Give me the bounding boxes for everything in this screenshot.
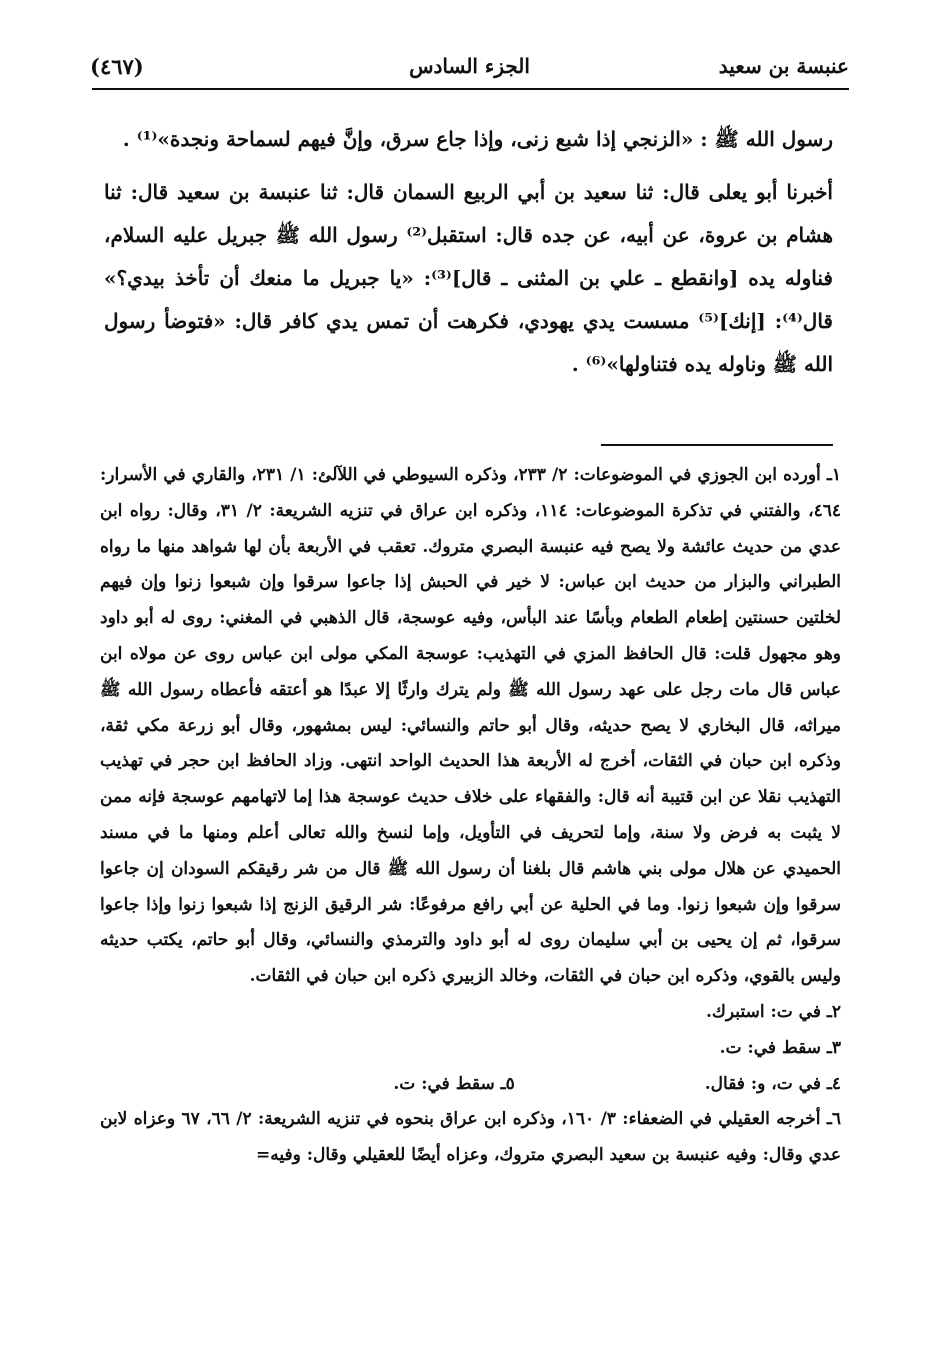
main-text (104, 118, 833, 386)
main-paragraph-1: رسول الله ﷺ : «الزنجي إذا شبع زنى، وإذا جاع سرق، وإنَّ فيهم لسماحة ونجدة»⁽¹⁾ . (122, 127, 833, 151)
part-title: الجزء السادس (409, 54, 530, 78)
book-title: عنبسة بن سعيد (718, 54, 849, 78)
footnote-3: ٣ـ سقط في: ت. (719, 1037, 841, 1058)
main-paragraph-2: أخبرنا أبو يعلى قال: ثنا سعيد بن أبي الربيع السمان قال: ثنا عنبسة بن سعيد قال: ثنا هشام بن عروة، عن أبيه، عن جده قال: استقبل⁽²⁾ رسول الله ﷺ جبريل عليه السلام، فناوله يده [وانقطع ـ علي بن المثنى ـ قال]⁽³⁾: «يا جبريل ما منعك أن تأخذ بيدي؟» قال⁽⁴⁾: [إنك]⁽⁵⁾ مسست يدي يهودي، فكرهت أن تمس يدي كافر قال: «فتوضأ رسول الله ﷺ وناوله يده فتناولها»⁽⁶⁾ . (104, 180, 834, 376)
page-number: (٤٦٧) (90, 53, 144, 79)
running-header (90, 46, 849, 86)
footnote-5: ٥ـ سقط في: ت. (393, 1073, 515, 1094)
header-rule (92, 88, 849, 90)
footnote-6: ٦ـ أخرجه العقيلي في الضعفاء: ٣/ ١٦٠، وذكره ابن عراق بنحوه في تنزيه الشريعة: ٢/ ٦٦، ٦٧ وعزاه لابن عدي وقال: وفيه عنبسة بن سعيد البصري متروك، وعزاه أيضًا للعقيلي وقال: وفيه= (100, 1109, 841, 1166)
footnote-4: ٤ـ في ت، و: فقال. (704, 1073, 841, 1094)
footnote-separator (601, 444, 833, 446)
footnote-row-4-5 (100, 1067, 841, 1103)
footnote-2: ٢ـ في ت: استبرك. (706, 1001, 841, 1022)
footnotes (100, 458, 841, 1174)
footnote-1: ١ـ أورده ابن الجوزي في الموضوعات: ٢/ ٢٣٣، وذكره السيوطي في اللآلئ: ١/ ٢٣١، والقاري في الأسرار: ٤٦٤، والفتني في تذكرة الموضوعات: ١١٤، وذكره ابن عراق في تنزيه الشريعة: ٢/ ٣١، وقال: رواه ابن عدي من حديث عائشة ولا يصح فيه عنبسة البصري متروك. تعقب في الأربعة بأن لها شواهد منها ما رواه الطبراني والبزار من حديث ابن عباس: لا خير في الحبش إذا جاعوا سرقوا وإن شبعوا زنوا وإن فيهم لخلتين حسنتين إطعام الطعام وبأسًا عند البأس، وفيه عوسجة، قال الذهبي في المغني: روى له أبو داود وهو مجهول قلت: قال الحافظ المزي في التهذيب: عوسجة المكي مولى ابن عباس روى عن مولاه ابن عباس قال مات رجل على عهد رسول الله ﷺ ولم يترك وارثًا إلا عبدًا هو أعتقه فأعطاه رسول الله ﷺ ميراثه، قال البخاري لا يصح حديثه، وقال أبو حاتم والنسائي: ليس بمشهور، وقال أبو زرعة مكي ثقة، وذكره ابن حبان في الثقات، أخرج له الأربعة هذا الحديث الواحد انتهى. وزاد الحافظ ابن حجر في تهذيب التهذيب نقلا عن ابن قتيبة أنه قال: والفقهاء على خلاف حديث عوسجة هذا إما لاتهامهم عوسجة فإنه ممن لا يثبت به فرض ولا سنة، وإما لتحريف في التأويل، وإما لنسخ والله تعالى أعلم ومنها ما في مسند الحميدي عن هلال مولى بني هاشم قال بلغنا أن رسول الله ﷺ قال من شر رقيقكم السودان إن جاعوا سرقوا وإن شبعوا زنوا. وما في الحلية عن أبي رافع مرفوعًا: شر الرقيق الزنج إذا شبعوا زنوا وإذا جاعوا سرقوا، ثم إن يحيى بن أبي سليمان روى له أبو داود والترمذي والنسائي، وقال أبو حاتم، يكتب حديثه وليس بالقوي، وذكره ابن حبان في الثقات، وخالد الزبيري ذكره ابن حبان في الثقات. (100, 465, 841, 987)
